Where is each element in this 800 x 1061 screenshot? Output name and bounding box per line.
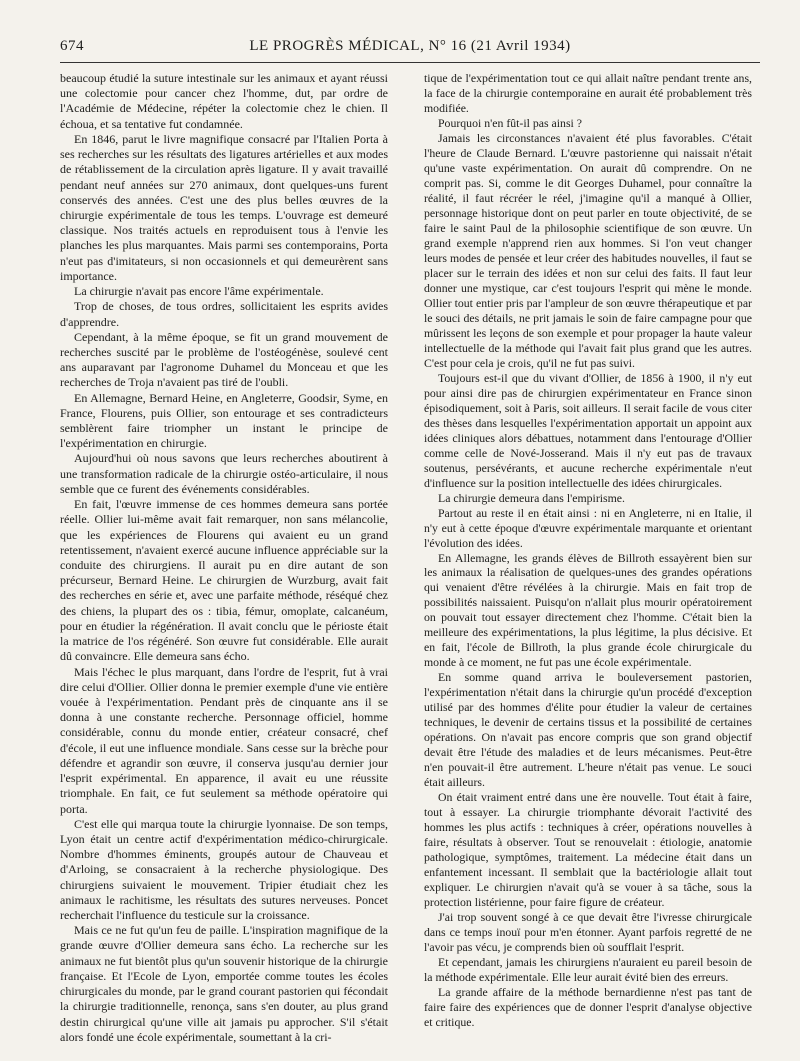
paragraph: Toujours est-il que du vivant d'Ollier, de 1856 à 1900, il n'y eut pour ainsi dire pas de chirurgien expérimentateur en France sinon épisodiquement, soit à Paris, soit ailleurs. Il serait facile de vous citer des thèses dans lesquelles l'expérimentation apportait un appoint aux idées cliniques alors débattues, notamment dans l'entourage d'Ollier comme celle de Nové-Josserand. Mais il n'y eut pas de travaux soutenus, persévérants, et aucune recherche expérimentale n'eut d'influence sur la position intellectuelle des idées chirurgicales. [424,370,752,490]
left-column [60,71,388,1046]
running-header [60,38,760,58]
journal-title: LE PROGRÈS MÉDICAL, N° 16 (21 Avril 1934) [249,38,571,54]
header-rule [60,62,760,63]
paragraph: La chirurgie n'avait pas encore l'âme expérimentale. [74,284,324,299]
paragraph: tique de l'expérimentation tout ce qui allait naître pendant trente ans, la face de la chirurgie contemporaine en aurait été probablement très modifiée. [424,71,752,115]
paragraph: En Allemagne, les grands élèves de Billroth essayèrent bien sur les animaux la réalisation de quelques-unes des grandes opérations qui venaient d'être révélées à la chirurgie. Mais en fait trop de possibilités naissaient. Puisqu'on n'allait plus mourir opératoirement on pouvait tout essayer directement chez l'homme. C'était bien la meilleure des expérimentations, la plus légitime, la plus décisive. Et en fait, l'école de Billroth, la plus grande école chirurgicale du monde à ce moment, ne fut pas une école expérimentale. [424,550,752,670]
paragraph: C'est elle qui marqua toute la chirurgie lyonnaise. De son temps, Lyon était un centre actif d'expérimentation médico-chirurgicale. Nombre d'hommes éminents, groupés autour de Chauveau et d'Arloing, se consacraient à la recherche physiologique. Des chirurgiens suivaient le mouvement. Tripier étudiait chez les animaux le rachitisme, les résultats des sutures nerveuses. Poncet recherchait l'influence du testicule sur la croissance. [60,816,388,923]
paragraph: Aujourd'hui où nous savons que leurs recherches aboutirent à une transformation radicale de la chirurgie ostéo-articulaire, il nous semble que ce furent des événements considérables. [60,451,388,496]
paragraph: La chirurgie demeura dans l'empirisme. [438,490,625,505]
paragraph: En fait, l'œuvre immense de ces hommes demeura sans portée réelle. Ollier lui-même avait fait remarquer, non sans mélancolie, que les expériences de Flourens qui avaient eu un grand retentissement, n'avaient exercé aucune influence appréciable sur la conduite des chirurgiens. Il aurait pu en dire autant de son précurseur, Bernard Heine. Le chirurgien de Wurzburg, avait fait des recherches en série et, avec une parfaite méthode, réséqué chez des chiens, la plupart des os : tibia, fémur, omoplate, calcanéum, pour en étudier la régénération. Il avait conclu que le périoste était la matrice de l'os régénéré. Son œuvre fut considérable. Elle aurait dû convaincre. Elle demeura sans écho. [60,497,388,664]
paragraph: J'ai trop souvent songé à ce que devait être l'ivresse chirurgicale dans ce temps inouï pour m'en étonner. Ayant parfois regretté de ne l'avoir pas vécu, je comprends bien où soufflait l'esprit. [424,910,752,955]
paragraph: Partout au reste il en était ainsi : ni en Angleterre, ni en Italie, il n'y eut à cette époque d'œuvre expérimentale marquante et orientant l'évolution des idées. [424,505,752,550]
page-number: 674 [60,38,84,54]
right-column [424,71,752,1046]
paragraph: En 1846, parut le livre magnifique consacré par l'Italien Porta à ses recherches sur les résultats des ligatures artérielles et aux modes de rétablissement de la circulation après ligature. Il y avait travaillé pendant neuf années sur 270 animaux, dont quelques-uns furent conservés des années. C'est une des plus belles œuvres de la chirurgie expérimentale de tous les temps. L'ouvrage est demeuré classique. Nos traités actuels en reproduisent tous à l'envie les planches les plus marquantes. Mais parmi ses contemporains, Porta n'eut pas d'imitateurs, si non occasionnels et qui demeurèrent sans importance. [60,131,388,283]
paragraph: Et cependant, jamais les chirurgiens n'auraient eu pareil besoin de la méthode expérimentale. Elle leur aurait évité bien des erreurs. [424,955,752,985]
paragraph: beaucoup étudié la suture intestinale sur les animaux et ayant réussi une colectomie pour cancer chez l'homme, dut, par ordre de l'Académie de Médecine, répéter la colectomie chez le chien. Il échoua, et sa tentative fut condamnée. [60,71,388,131]
paragraph: En somme quand arriva le bouleversement pastorien, l'expérimentation n'était dans la chirurgie qu'un procédé d'exception utilisé par des hommes d'élite pour étudier la valeur de certaines techniques, le devenir de certains tissus et la possibilité de certaines opérations. On n'avait pas encore compris que son grand objectif devait être l'étude des maladies et de leurs mécanismes. Peut-être n'en pouvait-il être autrement. L'heure n'était pas venue. Le souci était ailleurs. [424,670,752,790]
paragraph: Jamais les circonstances n'avaient été plus favorables. C'était l'heure de Claude Bernard. L'œuvre pastorienne qui naissait n'était qu'une vaste expérimentation. On aurait dû comprendre. On ne comprit pas. Si, comme le dit Georges Duhamel, pour connaître la réalité, il faut récréer le réel, j'imagine qu'il a manqué à Ollier, personnage historique dont on peut parler en toute objectivité, de se faire le saint Paul de la philosophie scientifique de son œuvre. Un grand exemple n'apprend rien aux hommes. Si l'on veut changer leurs modes de pensée et leur créer des habitudes nouvelles, il faut se placer sur le terrain des idées et non sur celui des faits. Il faut leur donner une mystique, car c'est toujours l'esprit qui mène le monde. Ollier tout entier pris par l'ampleur de son œuvre thérapeutique et par le souci des détails, ne prit jamais le soin de faire campagne pour que mûrissent les leçons de son exemple et pour propager la haute valeur intellectuelle de la méthode qui l'avait fait plus grand que les autres. C'est pour cela je crois, qu'il ne fut pas suivi. [424,130,752,370]
paragraph: Mais l'échec le plus marquant, dans l'ordre de l'esprit, fut à vrai dire celui d'Ollier. Ollier donna le premier exemple d'une vie entière vouée à l'expérimentation. Pendant près de cinquante ans il se donna à une constante recherche. Personnage officiel, homme considérable, connu du monde entier, créateur consacré, chef d'école, il eut une influence mondiale. Sans cesse sur la brèche pour défendre et agrandir son œuvre, il conserva jusqu'au dernier jour l'esprit expérimental. En apparence, il avait eu une réussite triomphale. En fait, ce fut seulement sa méthode opératoire qui porta. [60,664,388,816]
paragraph: Trop de choses, de tous ordres, sollicitaient les esprits avides d'apprendre. [60,299,388,329]
paragraph: Cependant, à la même époque, se fit un grand mouvement de recherches suscité par le problème de l'ostéogénèse, soulevé cent ans auparavant par l'agronome Duhamel du Monceau et que les recherches de Troja n'avaient pas tiré de l'oubli. [60,329,388,390]
paragraph: Mais ce ne fut qu'un feu de paille. L'inspiration magnifique de la grande œuvre d'Ollier demeura sans écho. La recherche sur les animaux ne fut bientôt plus qu'un souvenir historique de la chirurgie française. Et l'Ecole de Lyon, emportée comme toutes les écoles chirurgicales du monde, par le grand courant pastorien qui fécondait la chirurgie traditionnelle, renonça, sans s'en douter, au plus grand destin chirurgical qu'une ville ait jamais pu approcher. S'il s'était alors fondé une école expérimentale, soumettant à la cri- [60,923,388,1044]
paragraph: On était vraiment entré dans une ère nouvelle. Tout était à faire, tout à essayer. La chirurgie triomphante dévorait l'activité des hommes les plus actifs : techniques à créer, opérations nouvelles à faire, résultats à observer. Tout se renouvelait : étiologie, anatomie pathologique, symptômes, traitement. La médecine était dans un enfantement incessant. Il semblait que la bactériologie allait tout expliquer. Le chirurgien n'avait qu'à se vouer à sa tâche, sous la protection listérienne, pour faire figure de créateur. [424,790,752,910]
paragraph: En Allemagne, Bernard Heine, en Angleterre, Goodsir, Syme, en France, Flourens, puis Ollier, son entourage et ses contradicteurs semblèrent faire triompher un instant le principe de l'expérimentation en chirurgie. [60,390,388,451]
paragraph: Pourquoi n'en fût-il pas ainsi ? [438,115,582,130]
paragraph: La grande affaire de la méthode bernardienne n'est pas tant de faire faire des expériences que de donner l'esprit d'analyse objective et critique. [424,985,752,1030]
